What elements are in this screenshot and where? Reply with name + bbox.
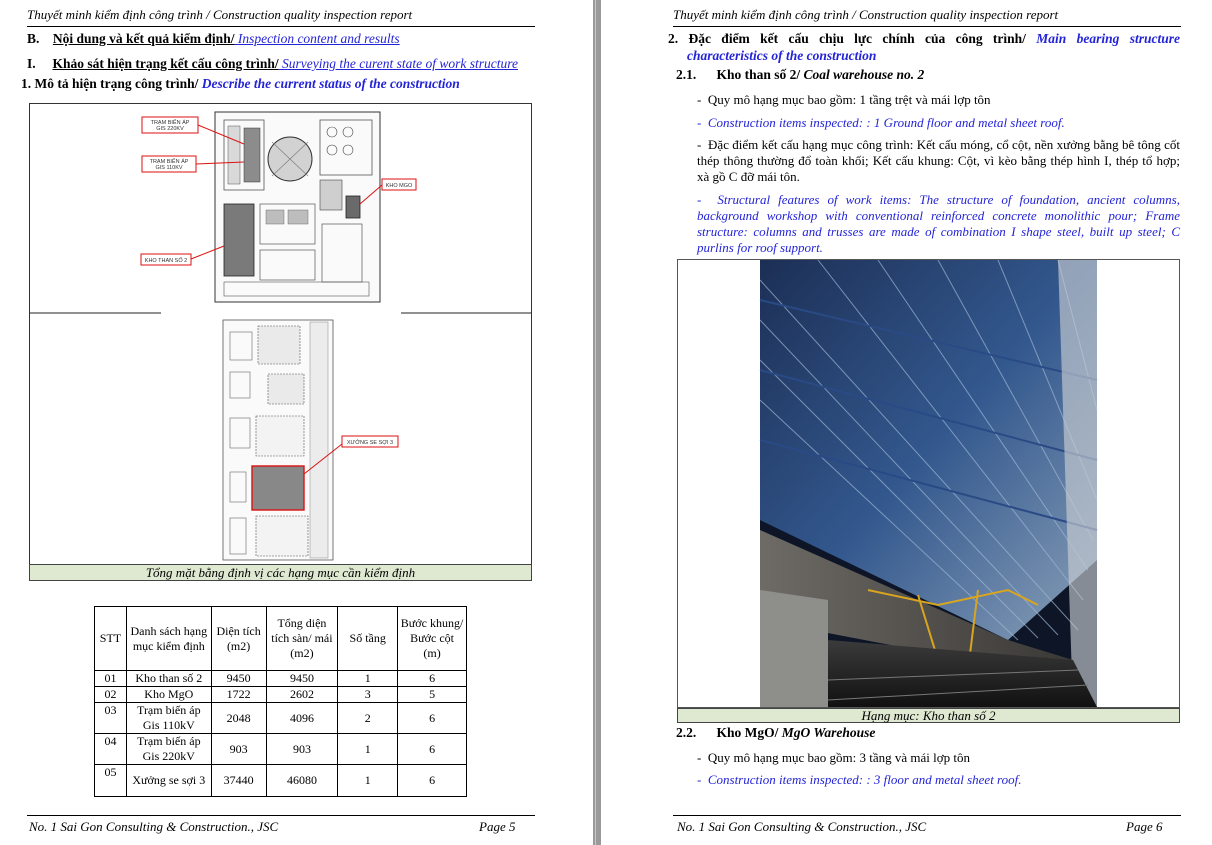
- section-b-number: B.: [27, 31, 40, 46]
- structure-en-text: Structural features of work items: The structure of foundation, ancient columns, background workshop with conventional reinforced concrete monolithic pour; Frame structure: columns and trusses are made of combination I shape steel, built up steel; C purlins for roof support.: [697, 192, 1180, 255]
- label-kho-mgo: KHO MGO: [385, 183, 413, 189]
- scale2-vn-text: Quy mô hạng mục bao gồm: 3 tầng và mái lợp tôn: [707, 750, 970, 765]
- table-cell: Trạm biến áp Gis 220kV: [126, 734, 211, 765]
- section-b-title-en: Inspection content and results: [234, 31, 400, 46]
- table-cell: 903: [266, 734, 338, 765]
- warehouse-photo-frame: [677, 259, 1180, 708]
- item-2-1-heading: [676, 67, 924, 83]
- table-cell: 01: [95, 671, 127, 687]
- item-1-title-en: Describe the current status of the construction: [198, 76, 460, 91]
- table-cell: 2048: [211, 703, 266, 734]
- item-2-2-title-vn: Kho MgO/: [716, 725, 779, 740]
- table-cell: Xưởng se sợi 3: [126, 765, 211, 797]
- scale-en-text: Construction items inspected: : 1 Ground floor and metal sheet roof.: [707, 115, 1065, 130]
- section-b-heading: [27, 31, 400, 47]
- page-number: Page 5: [479, 819, 516, 834]
- table-header-cell: Danh sách hạng mục kiểm định: [126, 607, 211, 671]
- inspection-items-table: [94, 606, 467, 797]
- footer-rule: [673, 815, 1181, 816]
- table-cell: 1: [338, 671, 398, 687]
- table-cell: Trạm biến áp Gis 110kV: [126, 703, 211, 734]
- table-header-row: [95, 607, 467, 671]
- table-row: [95, 734, 467, 765]
- site-plan-figure: [29, 103, 532, 580]
- structure-vn-paragraph: - Đặc điểm kết cấu hạng mục công trình: Kết cấu móng, cổ cột, nền xưởng bằng bê tông cốt thép thông thường đổ toàn khối; Kết cấu khung: Cột, vì kèo bằng thép hình I, thép tổ hợp; xà gồ C đỡ mái tôn.: [697, 137, 1180, 184]
- page-header: Thuyết minh kiểm định công trình / Construction quality inspection report: [27, 7, 413, 22]
- table-cell: 2602: [266, 687, 338, 703]
- table-cell: 6: [398, 734, 467, 765]
- table-cell: 6: [398, 703, 467, 734]
- footer-rule: [27, 815, 535, 816]
- section-i-title-vn: Khảo sát hiện trạng kết cấu công trình/: [52, 56, 279, 71]
- item-2-1-number: 2.1.: [676, 67, 697, 82]
- footer-company: No. 1 Sai Gon Consulting & Construction., JSC: [29, 819, 279, 834]
- scale2-en-bullet: - Construction items inspected: : 3 floor and metal sheet roof.: [697, 772, 1022, 787]
- header-rule: [27, 26, 535, 27]
- label-kho-than: KHO THAN SỐ 2: [144, 258, 188, 264]
- site-plan-drawing: [30, 104, 531, 579]
- table-row: [95, 671, 467, 687]
- table-cell: Kho MgO: [126, 687, 211, 703]
- section-i-title-en: Surveying the curent state of work structure: [278, 56, 518, 71]
- table-header-cell: Số tầng: [338, 607, 398, 671]
- table-cell: 6: [398, 765, 467, 797]
- label-gis-110: TRẠM BIẾN ÁP GIS 110KV: [149, 159, 189, 171]
- site-plan-caption: Tổng mặt bằng định vị các hạng mục cần kiểm định: [29, 564, 532, 581]
- table-cell: 03: [95, 703, 127, 734]
- table-cell: 46080: [266, 765, 338, 797]
- page-5: [0, 0, 593, 845]
- table-cell: 6: [398, 671, 467, 687]
- table-cell: 9450: [211, 671, 266, 687]
- item-2-title-vn: 2. Đặc điểm kết cấu chịu lực chính của công trình/: [668, 31, 1026, 46]
- label-gis-220: TRẠM BIẾN ÁP GIS 220KV: [150, 120, 190, 132]
- scale-vn-text: Quy mô hạng mục bao gồm: 1 tầng trệt và mái lợp tôn: [707, 92, 991, 107]
- item-1-title-vn: 1. Mô tả hiện trạng công trình/: [21, 76, 199, 91]
- page-header: Thuyết minh kiểm định công trình / Construction quality inspection report: [673, 7, 1059, 22]
- table-cell: 1: [338, 765, 398, 797]
- page-separator: [593, 0, 601, 845]
- item-2-2-number: 2.2.: [676, 725, 697, 740]
- table-cell: 5: [398, 687, 467, 703]
- table-cell: 2: [338, 703, 398, 734]
- item-2-heading: [668, 31, 1180, 47]
- structure-en-paragraph: - Structural features of work items: The structure of foundation, ancient columns, background workshop with conventional reinforced concrete monolithic pour; Frame structure: columns and trusses are made of combination I shape steel, built up steel; C purlins for roof support.: [697, 192, 1180, 255]
- scale-vn-bullet: - Quy mô hạng mục bao gồm: 1 tầng trệt và mái lợp tôn: [697, 92, 991, 107]
- item-1-heading: [21, 76, 460, 92]
- coal-warehouse-photo: [678, 260, 1179, 707]
- section-i-heading: [27, 56, 518, 72]
- table-cell: Kho than số 2: [126, 671, 211, 687]
- label-xuong-se-soi: XƯỞNG SE SỢI 3: [346, 440, 394, 446]
- item-2-1-title-vn: Kho than số 2/: [716, 67, 801, 82]
- table-cell: 37440: [211, 765, 266, 797]
- photo-caption: Hạng mục: Kho than số 2: [677, 708, 1180, 723]
- scale2-en-text: Construction items inspected: : 3 floor and metal sheet roof.: [707, 772, 1022, 787]
- table-header-cell: Diện tích (m2): [211, 607, 266, 671]
- scale-en-bullet: - Construction items inspected: : 1 Ground floor and metal sheet roof.: [697, 115, 1065, 130]
- table-row: [95, 687, 467, 703]
- table-cell: 4096: [266, 703, 338, 734]
- header-rule: [673, 26, 1181, 27]
- footer-company: No. 1 Sai Gon Consulting & Construction., JSC: [677, 819, 927, 834]
- scale2-vn-bullet: - Quy mô hạng mục bao gồm: 3 tầng và mái lợp tôn: [697, 750, 970, 765]
- table-cell: 9450: [266, 671, 338, 687]
- table-cell: 1: [338, 734, 398, 765]
- page-6: [601, 0, 1212, 845]
- table-header-cell: STT: [95, 607, 127, 671]
- item-2-heading-en-cont: characteristics of the construction: [687, 48, 877, 63]
- page-number: Page 6: [1126, 819, 1163, 834]
- section-i-number: I.: [27, 56, 36, 71]
- table-cell: 05: [95, 765, 127, 797]
- item-2-2-title-en: MgO Warehouse: [778, 725, 876, 740]
- table-header-cell: Tổng diện tích sàn/ mái (m2): [266, 607, 338, 671]
- table-row: [95, 765, 467, 797]
- table-cell: 1722: [211, 687, 266, 703]
- table-header-cell: Bước khung/ Bước cột (m): [398, 607, 467, 671]
- table-row: [95, 703, 467, 734]
- table-cell: 02: [95, 687, 127, 703]
- item-2-title-en: Main bearing structure: [1025, 31, 1181, 46]
- table-cell: 903: [211, 734, 266, 765]
- item-2-2-heading: [676, 725, 875, 741]
- table-cell: 3: [338, 687, 398, 703]
- section-b-title-vn: Nội dung và kết quả kiểm định/: [52, 31, 235, 46]
- item-2-1-title-en: Coal warehouse no. 2: [800, 67, 925, 82]
- table-cell: 04: [95, 734, 127, 765]
- structure-vn-text: Đặc điểm kết cấu hạng mục công trình: Kết cấu móng, cổ cột, nền xưởng bằng bê tông cốt thép thông thường đổ toàn khối; Kết cấu khung: Cột, vì kèo bằng thép hình I, thép tổ hợp; xà gồ C đỡ mái tôn.: [697, 137, 1180, 184]
